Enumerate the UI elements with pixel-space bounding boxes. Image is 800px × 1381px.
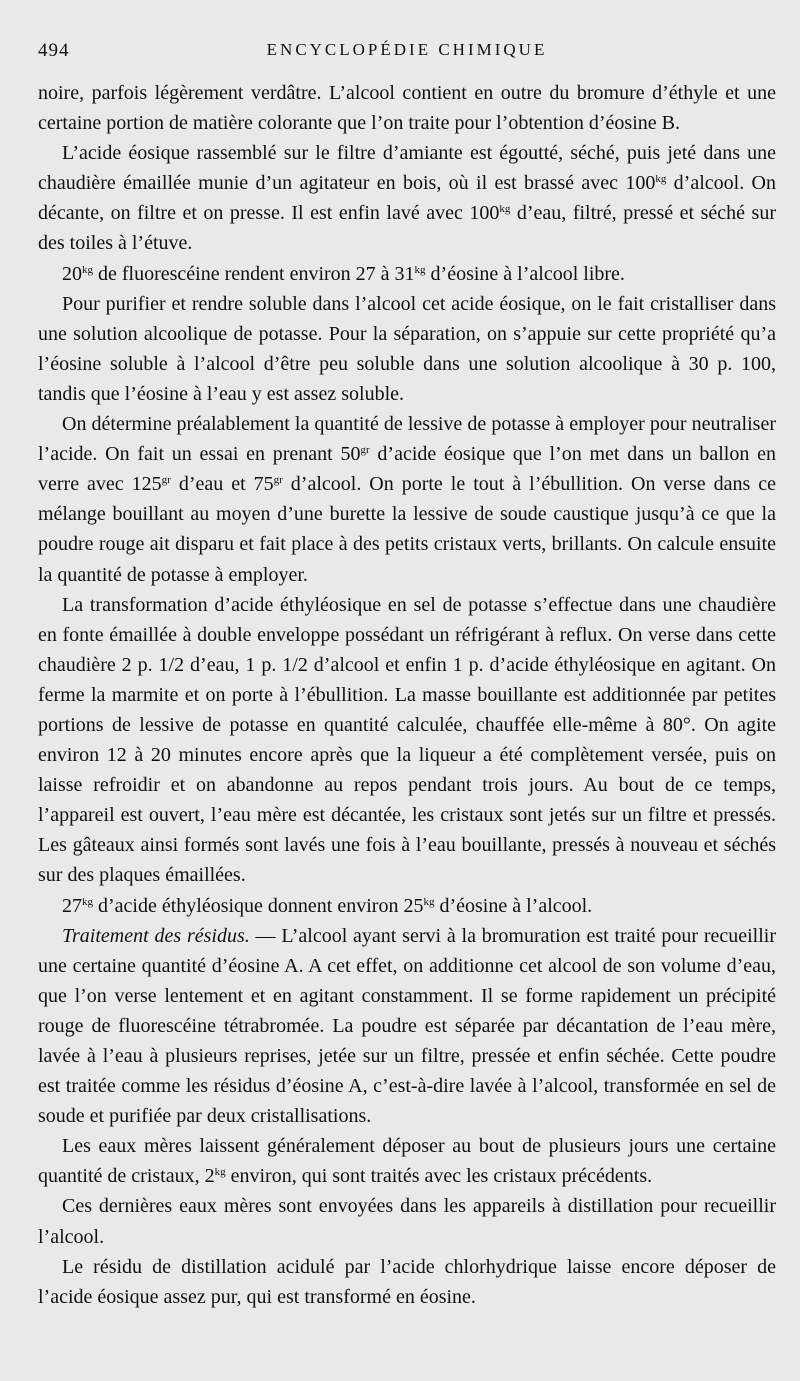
paragraph: Ces dernières eaux mères sont envoyées dans les appareils à distillation pour recueillir l’alcool. — [38, 1195, 776, 1248]
paragraph: Pour purifier et rendre soluble dans l’alcool cet acide éosique, on le fait cristalliser dans une solution alcoolique de potasse. Pour la séparation, on s’appuie sur cette propriété qu’a l’éosine soluble à l’alcool d’être peu soluble dans une solution alcoolique à 30 p. 100, tandis que l’éosine à l’eau y est assez soluble. — [38, 292, 776, 405]
body-text — [38, 78, 776, 1312]
paragraph: $20^{kg}$ de fluorescéine rendent environ 27 à $31^{kg}$ d’éosine à l’alcool libre. — [62, 262, 625, 285]
paragraph: Traitement des résidus. — L’alcool ayant servi à la bromuration est traité pour recueillir une certaine quantité d’éosine A. A cet effet, on additionne cet alcool de son volume d’eau, que l’on verse lentement et en agitant constamment. Il se forme rapidement un précipité rouge de fluorescéine tétrabromée. La poudre est séparée par décantation de l’eau mère, lavée à l’eau à plusieurs reprises, jetée sur un filtre, pressée et enfin séchée. Cette poudre est traitée comme les résidus d’éosine A, c’est-à-dire lavée à l’alcool, transformée en sel de soude et purifiée par deux cristallisations. — [38, 924, 776, 1128]
page-header — [38, 38, 776, 78]
paragraph: Le résidu de distillation acidulé par l’acide chlorhydrique laisse encore déposer de l’acide éosique assez pur, qui est transformé en éosine. — [38, 1255, 776, 1308]
paragraph: $27^{kg}$ d’acide éthyléosique donnent environ $25^{kg}$ d’éosine à l’alcool. — [62, 894, 593, 917]
running-title: ENCYCLOPÉDIE CHIMIQUE — [266, 40, 548, 59]
paragraph: On détermine préalablement la quantité de lessive de potasse à employer pour neutraliser l’acide. On fait un essai en prenant $50^{gr}$ d’acide éosique que l’on met dans un ballon en verre avec $125^{gr}$ d’eau et $75^{gr}$ d’alcool. On porte le tout à l’ébullition. On verse dans ce mélange bouillant au moyen d’une burette la lessive de soude caustique jusqu’à ce que la poudre rouge ait disparu et fait place à des petits cristaux verts, brillants. On calcule ensuite la quantité de potasse à employer. — [38, 413, 776, 586]
paragraph: noire, parfois légèrement verdâtre. L’alcool contient en outre du bromure d’éthyle et une certaine portion de matière colorante que l’on traite pour l’obtention d’éosine B. — [38, 82, 776, 135]
paragraph: Les eaux mères laissent généralement déposer au bout de plusieurs jours une certaine quantité de cristaux, $2^{kg}$ environ, qui sont traités avec les cristaux précédents. — [38, 1135, 776, 1188]
paragraph: L’acide éosique rassemblé sur le filtre d’amiante est égoutté, séché, puis jeté dans une chaudière émaillée munie d’un agitateur en bois, où il est brassé avec $100^{kg}$ d’alcool. On décante, on filtre et on presse. Il est enfin lavé avec $100^{kg}$ d’eau, filtré, pressé et séché sur des toiles à l’étuve. — [38, 142, 776, 255]
page-number: 494 — [38, 40, 70, 61]
section-heading: Traitement des résidus. — [62, 924, 250, 947]
paragraph: La transformation d’acide éthyléosique en sel de potasse s’effectue dans une chaudière en fonte émaillée à double enveloppe possédant un réfrigérant à reflux. On verse dans cette chaudière 2 p. 1/2 d’eau, 1 p. 1/2 d’alcool et enfin 1 p. d’acide éthyléosique en agitant. On ferme la marmite et on porte à l’ébullition. La masse bouillante est additionnée par petites portions de lessive de potasse en quantité calculée, chauffée elle-même à 80°. On agite environ 12 à 20 minutes encore après que la liqueur a été complètement versée, puis on laisse refroidir et on abandonne au repos pendant trois jours. Au bout de ce temps, l’appareil est ouvert, l’eau mère est décantée, les cristaux sont jetés sur un filtre et pressés. Les gâteaux ainsi formés sont lavés une fois à l’eau bouillante, pressés à nouveau et séchés sur des plaques émaillées. — [38, 593, 776, 887]
